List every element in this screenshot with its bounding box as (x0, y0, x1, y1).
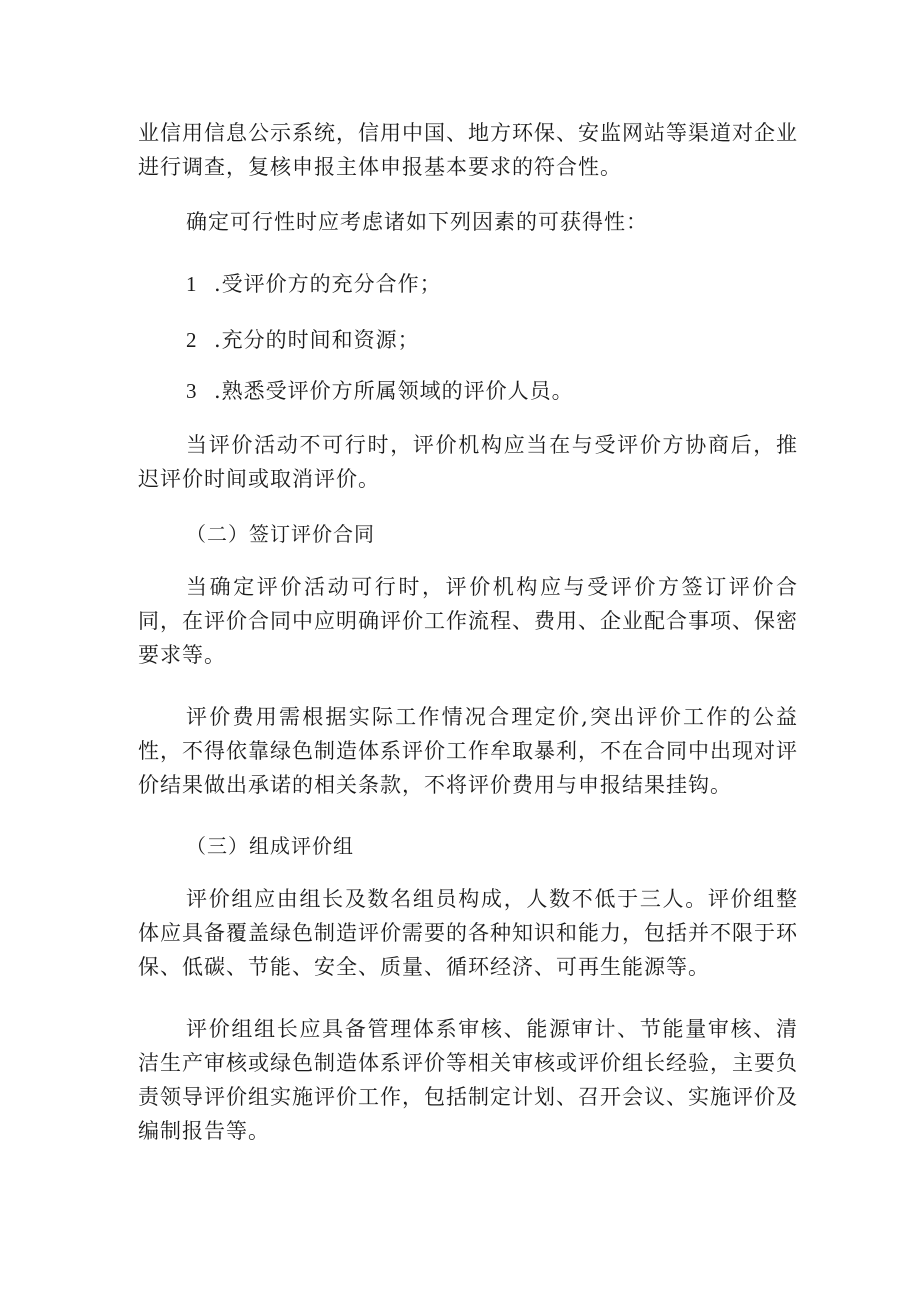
list-number: 1 (186, 272, 198, 296)
paragraph-feasibility-intro: 确定可行性时应考虑诸如下列因素的可获得性： (186, 210, 648, 234)
list-number: 3 (186, 379, 198, 403)
list-text: .充分的时间和资源； (214, 328, 420, 352)
list-text: .熟悉受评价方所属领域的评价人员。 (214, 379, 574, 403)
section-heading-team: （三）组成评价组 (186, 834, 354, 858)
paragraph-fees: 评价费用需根据实际工作情况合理定价,突出评价工作的公益性，不得依靠绿色制造体系评价工作牟取暴利，不在合同中出现对评价结果做出承诺的相关条款，不将评价费用与申报结果挂钩。 (138, 705, 798, 797)
paragraph-contract: 当确定评价活动可行时，评价机构应与受评价方签订评价合同，在评价合同中应明确评价工作流程、费用、企业配合事项、保密要求等。 (138, 575, 798, 667)
list-item-time-resources (186, 323, 420, 357)
list-item-cooperation (186, 267, 442, 301)
paragraph-team-composition: 评价组应由组长及数名组员构成，人数不低于三人。评价组整体应具备覆盖绿色制造评价需要的各种知识和能力，包括并不限于环保、低碳、节能、安全、质量、循环经济、可再生能源等。 (138, 887, 798, 979)
list-item-evaluators (186, 374, 574, 408)
paragraph-team-leader: 评价组组长应具备管理体系审核、能源审计、节能量审核、清洁生产审核或绿色制造体系评价等相关审核或评价组长经验，主要负责领导评价组实施评价工作，包括制定计划、召开会议、实施评价及编制报告等。 (138, 1017, 798, 1143)
section-heading-contract: （二）签订评价合同 (186, 522, 375, 546)
paragraph-credit-check: 业信用信息公示系统，信用中国、地方环保、安监网站等渠道对企业进行调查，复核申报主体申报基本要求的符合性。 (138, 121, 798, 179)
list-text: .受评价方的充分合作； (214, 272, 442, 296)
list-number: 2 (186, 328, 198, 352)
paragraph-infeasible: 当评价活动不可行时，评价机构应当在与受评价方协商后，推迟评价时间或取消评价。 (138, 433, 798, 491)
